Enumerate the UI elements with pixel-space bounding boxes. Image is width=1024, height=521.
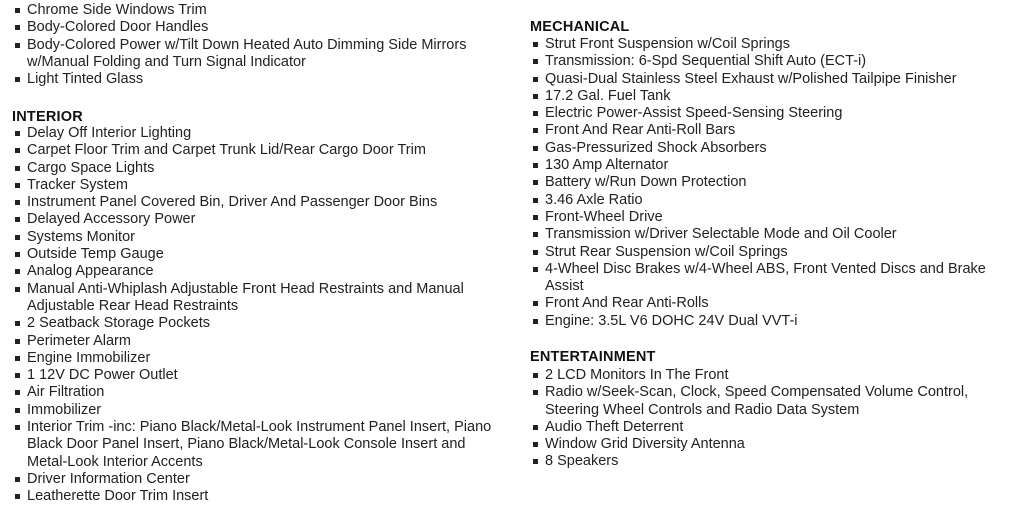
feature-item: Perimeter Alarm bbox=[12, 333, 502, 350]
feature-item: Tracker System bbox=[12, 177, 502, 194]
feature-item: Immobilizer bbox=[12, 402, 502, 419]
feature-item: Cargo Space Lights bbox=[12, 160, 502, 177]
feature-item: Delayed Accessory Power bbox=[12, 211, 502, 228]
feature-item: Window Grid Diversity Antenna bbox=[530, 436, 1010, 453]
feature-item: 130 Amp Alternator bbox=[530, 157, 1020, 174]
feature-item: Light Tinted Glass bbox=[12, 71, 517, 88]
feature-item: Interior Trim -inc: Piano Black/Metal-Look Instrument Panel Insert, Piano Black Door Panel Insert, Piano Black/Metal-Look Console Insert and Metal-Look Interior Accents bbox=[12, 419, 502, 471]
feature-item: Transmission: 6-Spd Sequential Shift Auto (ECT-i) bbox=[530, 53, 1020, 70]
feature-item: Electric Power-Assist Speed-Sensing Steering bbox=[530, 105, 1020, 122]
feature-item: Strut Front Suspension w/Coil Springs bbox=[530, 36, 1020, 53]
feature-item: Delay Off Interior Lighting bbox=[12, 125, 502, 142]
feature-item: Front-Wheel Drive bbox=[530, 209, 1020, 226]
entertainment-section-title: ENTERTAINMENT bbox=[530, 349, 656, 365]
feature-item: Audio Theft Deterrent bbox=[530, 419, 1010, 436]
exterior-features-list bbox=[12, 2, 517, 88]
feature-item: Battery w/Run Down Protection bbox=[530, 174, 1020, 191]
interior-section-title: INTERIOR bbox=[12, 109, 83, 125]
feature-item: Radio w/Seek-Scan, Clock, Speed Compensated Volume Control, Steering Wheel Controls and Radio Data System bbox=[530, 384, 1010, 419]
feature-item: Front And Rear Anti-Roll Bars bbox=[530, 122, 1020, 139]
mechanical-features-list bbox=[530, 36, 1020, 330]
feature-item: Instrument Panel Covered Bin, Driver And Passenger Door Bins bbox=[12, 194, 502, 211]
feature-item: Body-Colored Power w/Tilt Down Heated Auto Dimming Side Mirrors w/Manual Folding and Turn Signal Indicator bbox=[12, 37, 517, 72]
interior-features-list bbox=[12, 125, 502, 506]
entertainment-features-list bbox=[530, 367, 1010, 471]
feature-item: Quasi-Dual Stainless Steel Exhaust w/Polished Tailpipe Finisher bbox=[530, 71, 1020, 88]
feature-item: Carpet Floor Trim and Carpet Trunk Lid/Rear Cargo Door Trim bbox=[12, 142, 502, 159]
feature-item: 4-Wheel Disc Brakes w/4-Wheel ABS, Front Vented Discs and Brake Assist bbox=[530, 261, 1020, 296]
feature-item: 8 Speakers bbox=[530, 453, 1010, 470]
feature-item: Body-Colored Door Handles bbox=[12, 19, 517, 36]
feature-item: Engine Immobilizer bbox=[12, 350, 502, 367]
feature-item: Engine: 3.5L V6 DOHC 24V Dual VVT-i bbox=[530, 313, 1020, 330]
feature-item: Strut Rear Suspension w/Coil Springs bbox=[530, 244, 1020, 261]
feature-item: Chrome Side Windows Trim bbox=[12, 2, 517, 19]
feature-item: Gas-Pressurized Shock Absorbers bbox=[530, 140, 1020, 157]
feature-item: 17.2 Gal. Fuel Tank bbox=[530, 88, 1020, 105]
feature-item: 1 12V DC Power Outlet bbox=[12, 367, 502, 384]
feature-item: Front And Rear Anti-Rolls bbox=[530, 295, 1020, 312]
feature-item: 2 Seatback Storage Pockets bbox=[12, 315, 502, 332]
feature-item: 2 LCD Monitors In The Front bbox=[530, 367, 1010, 384]
feature-item: Analog Appearance bbox=[12, 263, 502, 280]
feature-item: Driver Information Center bbox=[12, 471, 502, 488]
feature-item: Transmission w/Driver Selectable Mode and Oil Cooler bbox=[530, 226, 1020, 243]
feature-item: Air Filtration bbox=[12, 384, 502, 401]
feature-item: Systems Monitor bbox=[12, 229, 502, 246]
feature-item: Manual Anti-Whiplash Adjustable Front Head Restraints and Manual Adjustable Rear Head Restraints bbox=[12, 281, 502, 316]
feature-item: Outside Temp Gauge bbox=[12, 246, 502, 263]
feature-item: Leatherette Door Trim Insert bbox=[12, 488, 502, 505]
mechanical-section-title: MECHANICAL bbox=[530, 19, 630, 35]
feature-item: 3.46 Axle Ratio bbox=[530, 192, 1020, 209]
